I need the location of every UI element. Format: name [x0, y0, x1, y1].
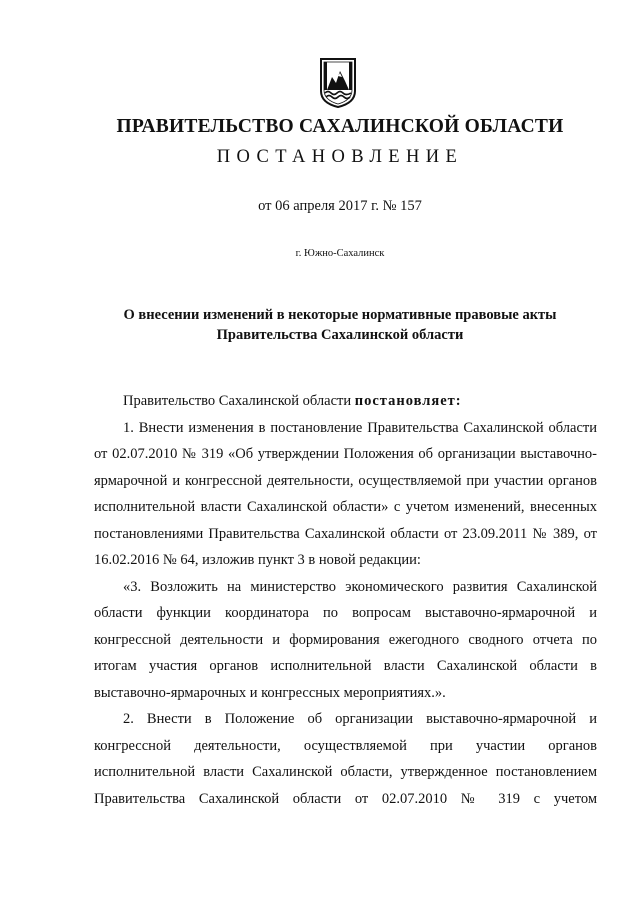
item-2-paragraph: 2. Внести в Положение об организации выставочно-ярмарочной и конгрессной деятельности, осуществляемой при участии органов исполнительной власти Сахалинской области, утвержденное постановлением Правительства Сахалинской области от 02.07.2010 № 319 с учетом [94, 711, 597, 807]
preamble-paragraph [94, 388, 597, 415]
coat-of-arms-icon [318, 57, 358, 109]
item-1-paragraph: 1. Внести изменения в постановление Правительства Сахалинской области от 02.07.2010 № 319 «Об утверждении Положения об организации выставочно-ярмарочной и конгрессной деятельности, осуществляемой при участии органов исполнительной власти Сахалинской области» с учетом изменений, внесенных постановлениями Правительства Сахалинской области от 23.09.2011 № 389, от 16.02.2016 № 64, изложив пункт 3 в новой редакции: [94, 419, 597, 568]
subject-line-2: Правительства Сахалинской области [216, 327, 464, 343]
preamble-text: Правительство Сахалинской области [123, 393, 355, 409]
subject-line-1: О внесении изменений в некоторые нормативные правовые акты [123, 307, 557, 323]
document-subject [0, 305, 640, 345]
preamble-decision-word: постановляет: [354, 393, 462, 409]
item-1-quote-paragraph: «3. Возложить на министерство экономического развития Сахалинской области функции координатора по вопросам выставочно-ярмарочной и конгрессной деятельности и формирования ежегодного сводного отчета по итогам участия органов исполнительной власти Сахалинской области в выставочно-ярмарочных и конгрессных мероприятиях.». [94, 578, 597, 701]
document-type: ПОСТАНОВЛЕНИЕ [216, 147, 464, 167]
document-city: г. Южно-Сахалинск [295, 248, 385, 259]
government-title: ПРАВИТЕЛЬСТВО САХАЛИНСКОЙ ОБЛАСТИ [116, 116, 564, 137]
document-date-number: от 06 апреля 2017 г. № 157 [258, 198, 422, 214]
document-body [94, 388, 597, 812]
